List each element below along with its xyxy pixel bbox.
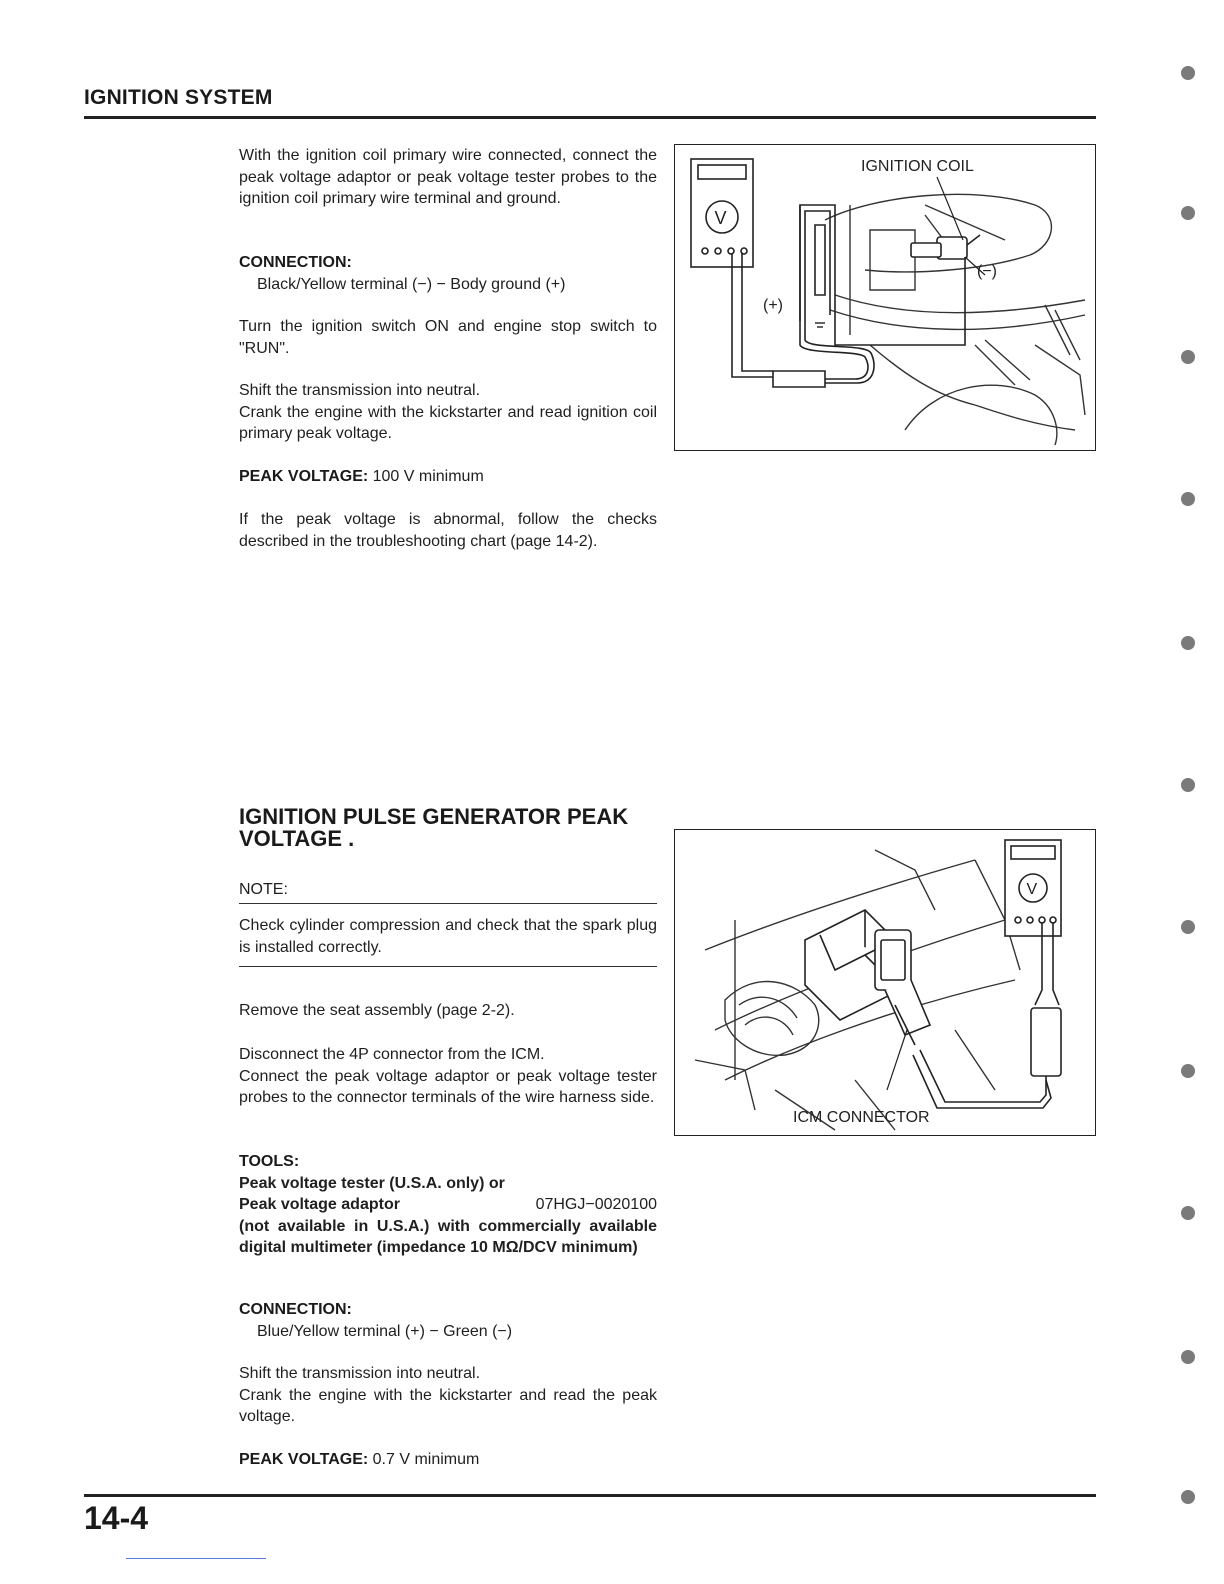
header-rule xyxy=(84,116,1096,119)
ignition-switch-step: Turn the ignition switch ON and engine stop switch to "RUN". xyxy=(239,318,657,357)
tool-adaptor-part-number: 07HGJ−0020100 xyxy=(535,1196,657,1213)
connection-value: Black/Yellow terminal (−) − Body ground (+) xyxy=(257,275,566,293)
binder-hole xyxy=(1181,1490,1195,1504)
ignition-coil-illustration xyxy=(675,145,1095,450)
note-label: NOTE: xyxy=(239,881,288,898)
section-header: IGNITION SYSTEM xyxy=(84,86,273,109)
svg-text:V: V xyxy=(714,208,727,228)
tools-label: TOOLS: xyxy=(239,1153,300,1170)
pulse-generator-title: IGNITION PULSE GENERATOR PEAK VOLTAGE . xyxy=(239,804,629,851)
plus-probe-label: (+) xyxy=(763,297,783,314)
peak-voltage-line xyxy=(239,466,657,488)
icm-connector-label: ICM CONNECTOR xyxy=(793,1109,930,1126)
connection-value-2: Blue/Yellow terminal (+) − Green (−) xyxy=(257,1322,513,1340)
binder-hole xyxy=(1181,920,1195,934)
peak-voltage-label-2: PEAK VOLTAGE: xyxy=(239,1451,369,1468)
tools-block xyxy=(239,1151,657,1259)
note-text: Check cylinder compression and check that the spark plug is installed correctly. xyxy=(239,917,657,956)
tool-adaptor-note: (not available in U.S.A.) with commercially available digital multimeter (impedance 10 MΩ/DCV minimum) xyxy=(239,1217,657,1256)
icm-connector-figure xyxy=(674,829,1096,1136)
binder-hole xyxy=(1181,66,1195,80)
icm-connector-illustration xyxy=(675,830,1095,1135)
connection-block xyxy=(239,252,657,295)
tool-peak-tester: Peak voltage tester (U.S.A. only) or xyxy=(239,1174,505,1192)
crank-step-2 xyxy=(239,1363,657,1428)
crank-step xyxy=(239,380,657,445)
bottom-link-line xyxy=(126,1558,266,1559)
abnormal-paragraph: If the peak voltage is abnormal, follow the checks described in the troubleshooting chart (page 14-2). xyxy=(239,511,657,550)
disconnect-line: Disconnect the 4P connector from the ICM. xyxy=(239,1046,545,1063)
ignition-coil-label: IGNITION COIL xyxy=(861,158,974,175)
remove-seat-step: Remove the seat assembly (page 2-2). xyxy=(239,1002,515,1019)
tool-adaptor-name: Peak voltage adaptor xyxy=(239,1196,400,1213)
intro-paragraph: With the ignition coil primary wire connected, connect the peak voltage adaptor or peak voltage tester probes to the ignition coil primary wire terminal and ground. xyxy=(239,147,657,207)
neutral-line: Shift the transmission into neutral. xyxy=(239,382,481,399)
tool-adaptor-row xyxy=(239,1194,657,1216)
crank-line: Crank the engine with the kickstarter and read ignition coil primary peak voltage. xyxy=(239,403,657,442)
connect-line: Connect the peak voltage adaptor or peak voltage tester probes to the connector terminals of the wire harness side. xyxy=(239,1067,657,1106)
note-rule-bottom xyxy=(239,966,657,967)
crank-line-2: Crank the engine with the kickstarter and read the peak voltage. xyxy=(239,1386,657,1425)
footer-rule xyxy=(84,1494,1096,1497)
peak-voltage-value: 100 V minimum xyxy=(368,468,484,485)
peak-voltage-line-2 xyxy=(239,1449,657,1471)
binder-hole xyxy=(1181,1350,1195,1364)
binder-hole xyxy=(1181,778,1195,792)
binder-hole xyxy=(1181,1064,1195,1078)
page-number: 14-4 xyxy=(84,1500,149,1536)
connection-label-2: CONNECTION: xyxy=(239,1301,352,1318)
neutral-line-2: Shift the transmission into neutral. xyxy=(239,1365,481,1382)
connection-block-2 xyxy=(239,1299,657,1342)
peak-voltage-label: PEAK VOLTAGE: xyxy=(239,468,369,485)
binder-hole xyxy=(1181,350,1195,364)
binder-hole xyxy=(1181,1206,1195,1220)
connect-step xyxy=(239,1044,657,1109)
svg-text:V: V xyxy=(1026,881,1038,898)
ignition-coil-figure xyxy=(674,144,1096,451)
note-rule-top xyxy=(239,903,657,904)
binder-hole xyxy=(1181,206,1195,220)
binder-hole xyxy=(1181,636,1195,650)
minus-probe-label: (−) xyxy=(977,263,997,280)
connection-label: CONNECTION: xyxy=(239,254,352,271)
binder-hole xyxy=(1181,492,1195,506)
peak-voltage-value-2: 0.7 V minimum xyxy=(368,1451,480,1468)
